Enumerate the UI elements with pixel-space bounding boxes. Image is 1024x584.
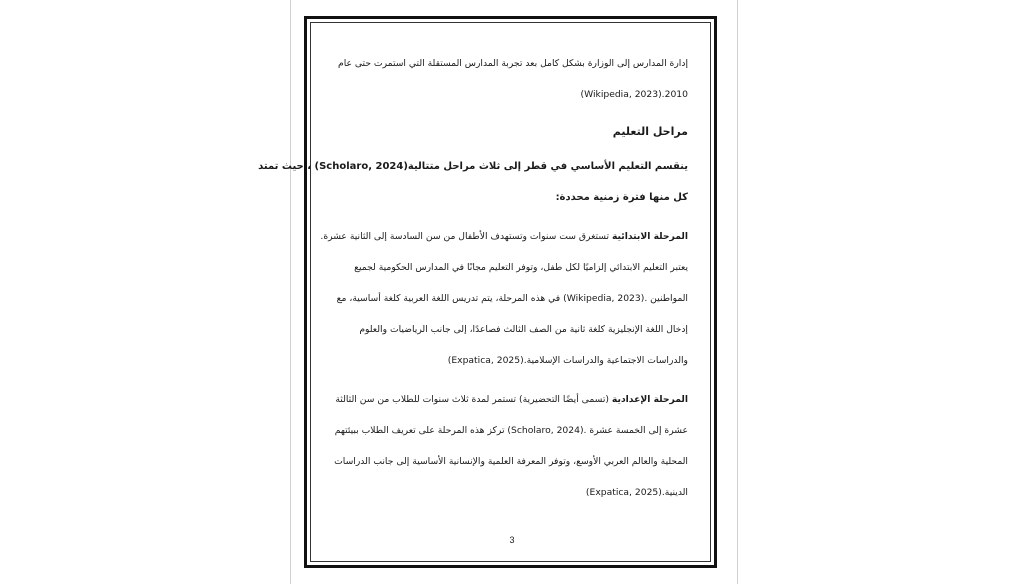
text-line: المواطنين .(Wikipedia, 2023) في هذه المرحلة، يتم تدريس اللغة العربية كلغة أساسية، مع	[336, 293, 688, 304]
text-line: 2010.(Wikipedia, 2023)	[580, 89, 688, 100]
term-primary-stage: المرحلة الابتدائية	[611, 231, 688, 242]
section-heading: مراحل التعليم	[612, 125, 688, 138]
paragraph-intro	[258, 151, 688, 213]
text-line: المحلية والعالم العربي الأوسع، وتوفر المعرفة العلمية والإنسانية الأساسية إلى جانب الدراسات	[334, 456, 688, 467]
page-content	[258, 48, 688, 508]
text-run: (تسمى أيضًا التحضيرية) تستمر لمدة ثلاث سنوات للطلاب من سن الثالثة	[335, 394, 612, 405]
paragraph-preparatory-stage	[332, 384, 688, 508]
paragraph-governance	[332, 48, 688, 110]
text-line	[320, 221, 688, 252]
text-line: كل منها فترة زمنية محددة:	[555, 192, 688, 203]
text-line: إدخال اللغة الإنجليزية كلغة ثانية من الصف الثالث فصاعدًا، إلى جانب الرياضيات والعلوم	[359, 324, 688, 335]
text-line: الدينية.(Expatica, 2025)	[585, 487, 688, 498]
paragraph-primary-stage	[320, 221, 688, 376]
text-line: والدراسات الاجتماعية والدراسات الإسلامية.(Expatica, 2025)	[447, 355, 688, 366]
text-line: عشرة إلى الخمسة عشرة .(Scholaro, 2024) تركز هذه المرحلة على تعريف الطلاب ببيئتهم	[334, 425, 688, 436]
text-line	[332, 384, 688, 415]
page-number: 3	[509, 535, 515, 545]
text-line: إدارة المدارس إلى الوزارة بشكل كامل بعد تجربة المدارس المستقلة التي استمرت حتى عام	[338, 58, 688, 69]
text-line: ينقسم التعليم الأساسي في قطر إلى ثلاث مراحل متتالية(Scholaro, 2024) ، حيث تمتد	[258, 161, 688, 172]
text-line: يعتبر التعليم الابتدائي إلزاميًا لكل طفل، وتوفر التعليم مجانًا في المدارس الحكومية لجميع	[354, 262, 688, 273]
term-preparatory-stage: المرحلة الإعدادية	[611, 394, 688, 405]
text-run: تستغرق ست سنوات وتستهدف الأطفال من سن السادسة إلى الثانية عشرة.	[320, 231, 612, 242]
